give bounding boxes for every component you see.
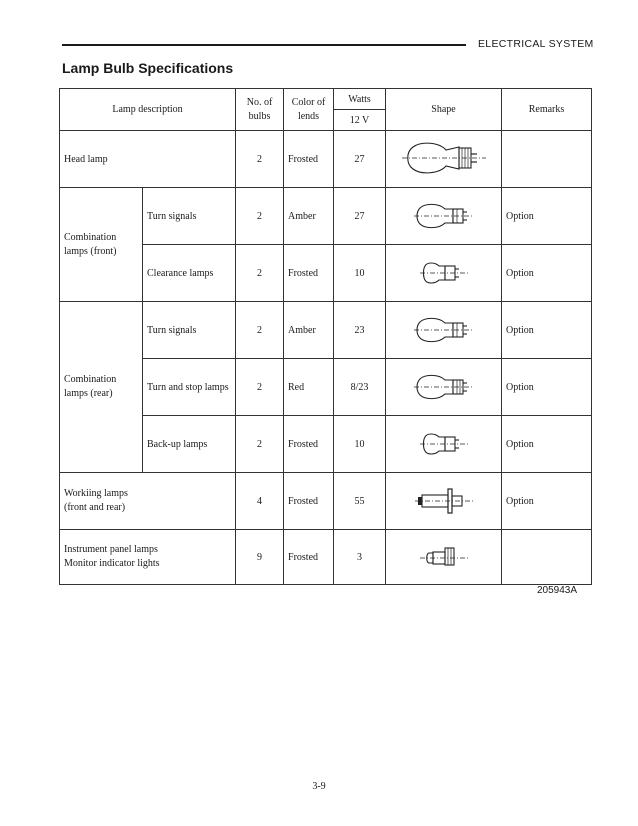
watts-cell: 27: [334, 188, 386, 245]
bulbs-cell: 9: [236, 530, 284, 585]
small-bulb-icon: [419, 260, 469, 286]
lamp-name-cell: Back-up lamps: [143, 416, 236, 473]
color-cell: Red: [284, 359, 334, 416]
table-row-instrument-panel-lamps: [60, 530, 592, 585]
bulbs-cell: 4: [236, 473, 284, 530]
bulbs-cell: 2: [236, 188, 284, 245]
remarks-cell: Option: [502, 302, 592, 359]
color-cell: Frosted: [284, 131, 334, 188]
lamp-name-cell: Turn and stop lamps: [143, 359, 236, 416]
lamp-name-cell: Turn signals: [143, 188, 236, 245]
header-row: [60, 89, 592, 110]
lamp-bulb-spec-table: [59, 88, 592, 585]
header-watts: Watts: [334, 89, 386, 110]
lamp-group-cell: Combination lamps (rear): [60, 302, 143, 473]
lamp-name-cell: Clearance lamps: [143, 245, 236, 302]
watts-cell: 55: [334, 473, 386, 530]
figure-id: 205943A: [537, 585, 578, 596]
color-cell: Frosted: [284, 530, 334, 585]
bulbs-cell: 2: [236, 416, 284, 473]
color-cell: Amber: [284, 302, 334, 359]
remarks-cell: Option: [502, 416, 592, 473]
lamp-group-cell: Combination lamps (front): [60, 188, 143, 302]
single-filament-bulb-icon: [413, 315, 475, 345]
lamp-group-cell: Instrument panel lamps Monitor indicator lights: [60, 530, 236, 585]
header-voltage: 12 V: [334, 110, 386, 131]
remarks-cell: Option: [502, 473, 592, 530]
remarks-cell: Option: [502, 245, 592, 302]
remarks-cell: [502, 530, 592, 585]
remarks-cell: [502, 131, 592, 188]
bulbs-cell: 2: [236, 245, 284, 302]
header-rule: [62, 44, 466, 46]
lamp-group-cell: Head lamp: [60, 131, 236, 188]
single-filament-bulb-icon: [413, 201, 475, 231]
lamp-name-cell: Turn signals: [143, 302, 236, 359]
wedge-bulb-icon: [419, 545, 469, 569]
watts-cell: 10: [334, 416, 386, 473]
bulbs-cell: 2: [236, 359, 284, 416]
watts-cell: 3: [334, 530, 386, 585]
watts-cell: 27: [334, 131, 386, 188]
header-remarks: Remarks: [502, 89, 592, 131]
color-cell: Frosted: [284, 473, 334, 530]
remarks-cell: Option: [502, 359, 592, 416]
page-number: 3-9: [312, 781, 326, 792]
table-row-front-turn-signals: [60, 188, 592, 245]
header-no-of-bulbs: No. of bulbs: [236, 89, 284, 131]
table-row-working-lamps: [60, 473, 592, 530]
small-bulb-icon: [419, 431, 469, 457]
section-label: ELECTRICAL SYSTEM: [478, 38, 594, 50]
lamp-group-cell: Workiing lamps (front and rear): [60, 473, 236, 530]
halogen-bulb-icon: [414, 486, 474, 516]
color-cell: Amber: [284, 188, 334, 245]
watts-cell: 10: [334, 245, 386, 302]
bulbs-cell: 2: [236, 131, 284, 188]
header-color-of-lens: Color of lends: [284, 89, 334, 131]
page-title: Lamp Bulb Specifications: [62, 60, 234, 76]
remarks-cell: Option: [502, 188, 592, 245]
table-row-head-lamp: [60, 131, 592, 188]
header-lamp-description: Lamp description: [60, 89, 236, 131]
header-shape: Shape: [386, 89, 502, 131]
table-row-rear-turn-signals: [60, 302, 592, 359]
bulbs-cell: 2: [236, 302, 284, 359]
watts-cell: 23: [334, 302, 386, 359]
color-cell: Frosted: [284, 245, 334, 302]
color-cell: Frosted: [284, 416, 334, 473]
watts-cell: 8/23: [334, 359, 386, 416]
large-bulb-icon: [401, 139, 487, 179]
dual-filament-bulb-icon: [413, 372, 475, 402]
